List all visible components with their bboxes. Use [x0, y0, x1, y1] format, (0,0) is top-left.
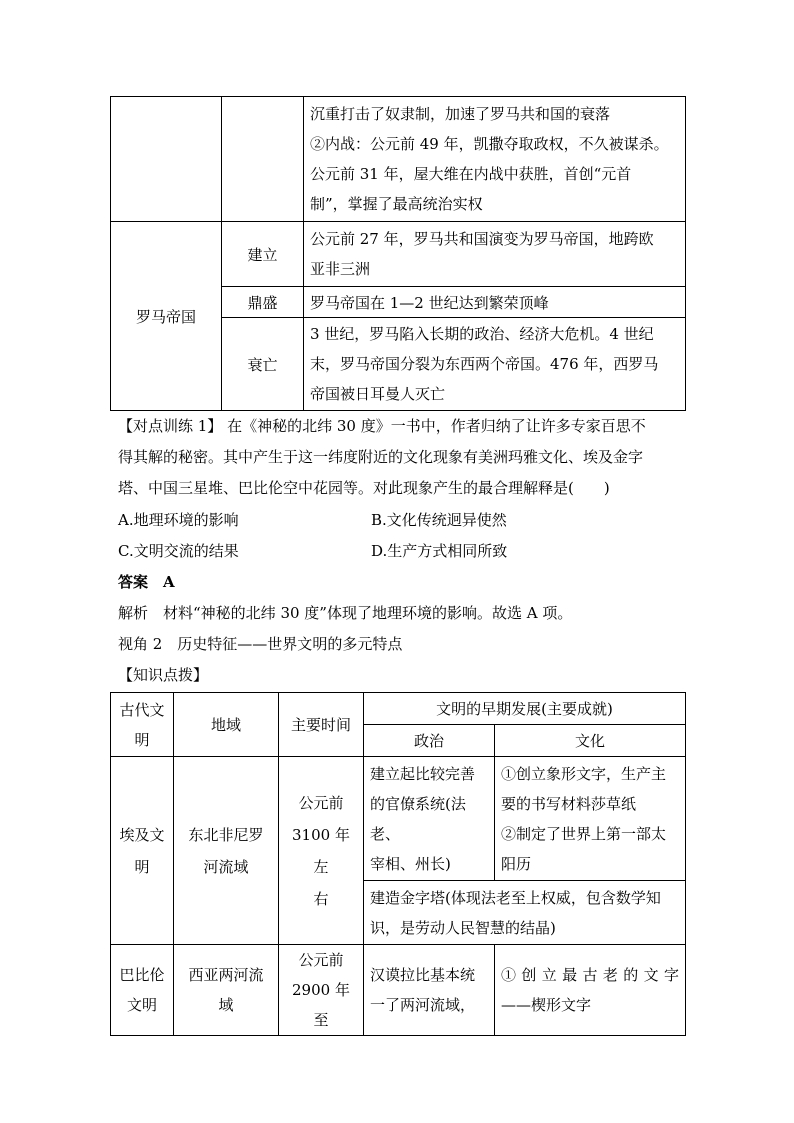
cell-line: 帝国被日耳曼人灭亡: [310, 385, 446, 403]
egypt-region: [174, 757, 279, 945]
header-civilization: [111, 693, 174, 757]
cell-line: 右: [313, 889, 329, 908]
header-politics: 政治: [364, 725, 495, 757]
option-d: D.生产方式相同所致: [371, 542, 508, 560]
babylon-region: [174, 945, 279, 1036]
egypt-pyramid: [364, 881, 686, 945]
cell-line: 沉重打击了奴隶制，加速了罗马共和国的衰落: [310, 105, 611, 123]
cell-line: 汉谟拉比基本统: [370, 966, 476, 984]
rome-table-empty-cell: [222, 97, 304, 222]
stage-founding: 建立: [222, 222, 304, 287]
exercise-line: 塔、中国三星堆、巴比伦空中花园等。对此现象产生的最合理解释是( ): [118, 479, 610, 497]
cell-line: 公元前 31 年，屋大维在内战中获胜，首创“元首: [310, 165, 632, 183]
stage-decline-content: [304, 318, 686, 411]
cell-line: 东北非尼罗: [188, 825, 264, 844]
option-c: C.文明交流的结果: [118, 542, 239, 560]
babylon-politics: [364, 945, 495, 1036]
stage-founding-content: [304, 222, 686, 287]
header-line: 古代文: [119, 700, 165, 719]
egypt-name: [111, 757, 174, 945]
option-a: A.地理环境的影响: [118, 511, 239, 529]
cell-line: 埃及文: [119, 825, 165, 844]
cell-line: 公元前 27 年，罗马共和国演变为罗马帝国，地跨欧: [310, 230, 654, 248]
cell-line: ①创立象形文字，生产主: [501, 764, 667, 783]
cell-line: 域: [218, 996, 234, 1014]
answer: 答案 A: [118, 573, 175, 591]
cell-line: 3 世纪，罗马陷入长期的政治、经济大危机。4 世纪: [310, 325, 654, 343]
cell-line: 公元前: [298, 793, 344, 812]
header-development: 文明的早期发展(主要成就): [364, 693, 686, 725]
cell-line: 制”，掌握了最高统治实权: [310, 195, 483, 213]
babylon-name: [111, 945, 174, 1036]
cell-line: 建造金字塔(体现法老至上权威，包含数学知: [370, 888, 661, 907]
header-culture: 文化: [495, 725, 686, 757]
cell-line: 的官僚系统(法老、: [370, 794, 466, 843]
cell-line: ①创立最古老的文字: [501, 966, 679, 984]
rome-table: [110, 96, 686, 411]
cell-line: 2900 年至: [292, 981, 350, 1029]
egypt-politics: [364, 757, 495, 881]
header-line: 明: [134, 730, 150, 749]
republic-decline-cell: [304, 97, 686, 222]
cell-line: ②制定了世界上第一部太: [501, 824, 667, 843]
cell-line: 建立起比较完善: [370, 764, 476, 783]
egypt-culture: [495, 757, 686, 881]
cell-line: 巴比伦: [119, 966, 165, 984]
rome-empire-label: 罗马帝国: [111, 222, 222, 411]
civilization-table: [110, 692, 686, 1036]
stage-decline: 衰亡: [222, 318, 304, 411]
cell-line: 要的书写材料莎草纸: [501, 794, 637, 813]
cell-line: 亚非三洲: [310, 260, 371, 278]
stage-peak-content: 罗马帝国在 1—2 世纪达到繁荣顶峰: [304, 287, 686, 318]
egypt-time: [279, 757, 364, 945]
cell-line: 阳历: [501, 854, 532, 873]
cell-line: ②内战：公元前 49 年，凯撒夺取政权，不久被谋杀。: [310, 135, 669, 153]
header-region: 地域: [174, 693, 279, 757]
rome-table-empty-cell: [111, 97, 222, 222]
header-time: 主要时间: [279, 693, 364, 757]
exercise-line: 【对点训练 1】 在《神秘的北纬 30 度》一书中，作者归纳了让许多专家百思不: [118, 417, 646, 435]
option-b: B.文化传统迥异使然: [371, 511, 507, 529]
cell-line: 末，罗马帝国分裂为东西两个帝国。476 年，西罗马: [310, 355, 659, 373]
cell-line: ——楔形文字: [501, 996, 592, 1014]
knowledge-tag: 【知识点拨】: [118, 666, 209, 684]
stage-peak: 鼎盛: [222, 287, 304, 318]
babylon-time: [279, 945, 364, 1036]
cell-line: 西亚两河流: [188, 966, 264, 984]
cell-line: 公元前: [298, 951, 344, 969]
cell-line: 识，是劳动人民智慧的结晶): [370, 918, 556, 937]
cell-line: 宰相、州长): [370, 854, 451, 873]
cell-line: 明: [134, 857, 150, 876]
perspective-heading: 视角 2 历史特征——世界文明的多元特点: [118, 635, 403, 653]
exercise-line: 得其解的秘密。其中产生于这一纬度附近的文化现象有美洲玛雅文化、埃及金字: [118, 448, 644, 466]
cell-line: 一了两河流域，: [370, 996, 476, 1014]
analysis: 解析 材料“神秘的北纬 30 度”体现了地理环境的影响。故选 A 项。: [118, 604, 573, 622]
babylon-culture: [495, 945, 686, 1036]
cell-line: 文明: [126, 996, 157, 1014]
cell-line: 河流域: [203, 857, 249, 876]
cell-line: 3100 年左: [292, 825, 350, 876]
